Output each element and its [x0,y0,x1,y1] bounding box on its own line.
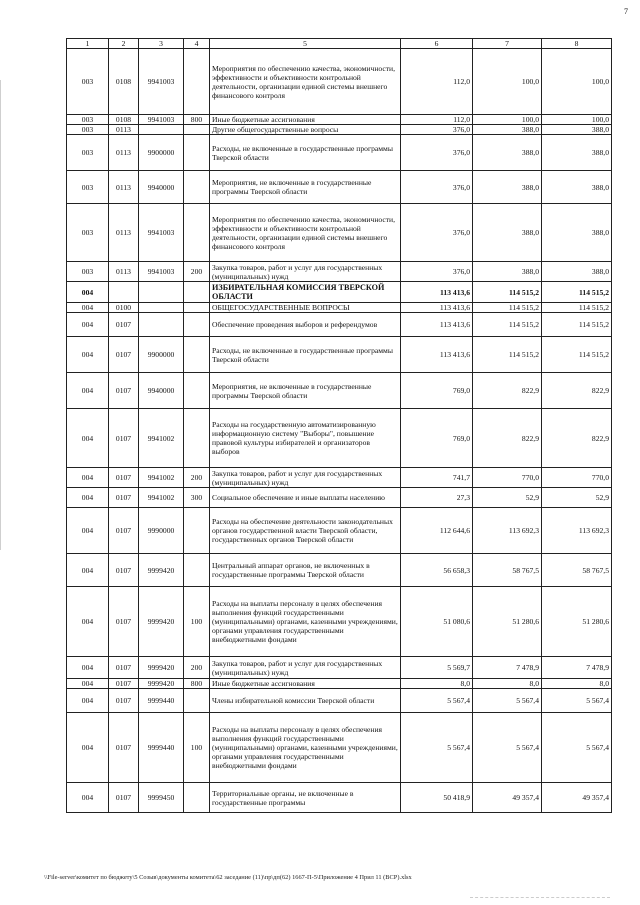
table-row [67,468,612,488]
amount-col8-cell: 388,0 [542,204,612,262]
amount-col6-cell: 741,7 [401,468,473,488]
table-row [67,303,612,313]
section-code-cell: 0107 [109,488,139,508]
description-cell: Расходы на выплаты персоналу в целях обеспечения выполнения функций государственными (муниципальными) органами, казенными учреждениями, органами управления государственными внебюджетными фондами [210,713,401,783]
amount-col6-cell: 376,0 [401,125,473,135]
amount-col8-cell: 114 515,2 [542,282,612,303]
target-code-cell [139,125,184,135]
description-cell: Иные бюджетные ассигнования [210,115,401,125]
amount-col7-cell: 5 567,4 [473,713,542,783]
section-code-cell: 0113 [109,204,139,262]
admin-code-cell: 004 [67,679,109,689]
target-code-cell: 9999440 [139,713,184,783]
amount-col6-cell: 113 413,6 [401,313,473,337]
amount-col6-cell: 769,0 [401,409,473,468]
amount-col8-cell: 5 567,4 [542,689,612,713]
section-code-cell: 0107 [109,313,139,337]
target-code-cell: 9940000 [139,171,184,204]
amount-col6-cell: 113 413,6 [401,303,473,313]
admin-code-cell: 004 [67,783,109,813]
admin-code-cell: 004 [67,337,109,373]
target-code-cell [139,313,184,337]
admin-code-cell: 004 [67,373,109,409]
section-code-cell: 0100 [109,303,139,313]
expense-type-cell [184,171,210,204]
expense-type-cell [184,409,210,468]
expense-type-cell [184,337,210,373]
target-code-cell: 9999420 [139,554,184,587]
target-code-cell: 9941002 [139,488,184,508]
admin-code-cell: 003 [67,135,109,171]
description-cell: Расходы, не включенные в государственные программы Тверской области [210,337,401,373]
target-code-cell: 9941003 [139,262,184,282]
table-header-row [67,39,612,49]
table-row [67,49,612,115]
section-code-cell: 0107 [109,587,139,657]
description-cell: Расходы, не включенные в государственные программы Тверской области [210,135,401,171]
amount-col6-cell: 113 413,6 [401,282,473,303]
description-cell: Мероприятия, не включенные в государственные программы Тверской области [210,373,401,409]
amount-col8-cell: 114 515,2 [542,337,612,373]
amount-col8-cell: 49 357,4 [542,783,612,813]
section-code-cell: 0107 [109,713,139,783]
amount-col7-cell: 52,9 [473,488,542,508]
expense-type-cell [184,135,210,171]
admin-code-cell: 004 [67,713,109,783]
amount-col6-cell: 5 569,7 [401,657,473,679]
amount-col6-cell: 376,0 [401,171,473,204]
section-code-cell [109,282,139,303]
admin-code-cell: 004 [67,554,109,587]
expense-type-cell [184,508,210,554]
expense-type-cell: 100 [184,713,210,783]
target-code-cell: 9941003 [139,49,184,115]
amount-col7-cell: 8,0 [473,679,542,689]
amount-col7-cell: 388,0 [473,135,542,171]
expense-type-cell [184,373,210,409]
amount-col7-cell: 822,9 [473,409,542,468]
admin-code-cell: 003 [67,115,109,125]
expense-type-cell [184,783,210,813]
expense-type-cell: 200 [184,262,210,282]
scan-edge-mark [0,80,5,550]
amount-col6-cell: 113 413,6 [401,337,473,373]
section-code-cell: 0107 [109,689,139,713]
amount-col8-cell: 100,0 [542,49,612,115]
amount-col6-cell: 56 658,3 [401,554,473,587]
target-code-cell: 9940000 [139,373,184,409]
description-cell: Обеспечение проведения выборов и референдумов [210,313,401,337]
target-code-cell: 9999420 [139,587,184,657]
bottom-rule [470,897,610,898]
target-code-cell: 9999440 [139,689,184,713]
amount-col6-cell: 112 644,6 [401,508,473,554]
description-cell: Другие общегосударственные вопросы [210,125,401,135]
section-code-cell: 0108 [109,115,139,125]
description-cell: Расходы на государственную автоматизированную информационную систему "Выборы", повышение правовой культуры избирателей и организаторов выборов [210,409,401,468]
description-cell: ОБЩЕГОСУДАРСТВЕННЫЕ ВОПРОСЫ [210,303,401,313]
description-cell: Закупка товаров, работ и услуг для государственных (муниципальных) нужд [210,657,401,679]
description-cell: Социальное обеспечение и иные выплаты населению [210,488,401,508]
amount-col7-cell: 114 515,2 [473,303,542,313]
amount-col8-cell: 770,0 [542,468,612,488]
description-cell: Иные бюджетные ассигнования [210,679,401,689]
amount-col6-cell: 769,0 [401,373,473,409]
amount-col8-cell: 388,0 [542,171,612,204]
table-row [67,337,612,373]
table-row [67,115,612,125]
description-cell: Члены избирательной комиссии Тверской области [210,689,401,713]
section-code-cell: 0108 [109,49,139,115]
table-row [67,282,612,303]
amount-col7-cell: 49 357,4 [473,783,542,813]
admin-code-cell: 004 [67,468,109,488]
expense-type-cell [184,125,210,135]
header-cell: 7 [473,39,542,49]
expense-type-cell [184,313,210,337]
admin-code-cell: 003 [67,204,109,262]
description-cell: Закупка товаров, работ и услуг для государственных (муниципальных) нужд [210,468,401,488]
expense-type-cell: 300 [184,488,210,508]
amount-col6-cell: 376,0 [401,135,473,171]
admin-code-cell: 004 [67,409,109,468]
amount-col7-cell: 114 515,2 [473,282,542,303]
amount-col8-cell: 388,0 [542,125,612,135]
admin-code-cell: 004 [67,313,109,337]
expense-type-cell: 200 [184,657,210,679]
amount-col6-cell: 112,0 [401,115,473,125]
table-row [67,409,612,468]
description-cell: Мероприятия, не включенные в государственные программы Тверской области [210,171,401,204]
section-code-cell: 0113 [109,125,139,135]
amount-col6-cell: 50 418,9 [401,783,473,813]
target-code-cell: 9941003 [139,204,184,262]
target-code-cell: 9999420 [139,657,184,679]
expense-type-cell [184,554,210,587]
target-code-cell: 9941003 [139,115,184,125]
admin-code-cell: 004 [67,488,109,508]
amount-col8-cell: 114 515,2 [542,313,612,337]
amount-col7-cell: 113 692,3 [473,508,542,554]
amount-col8-cell: 8,0 [542,679,612,689]
table-row [67,657,612,679]
target-code-cell: 9999420 [139,679,184,689]
table-row [67,587,612,657]
description-cell: Мероприятия по обеспечению качества, экономичности, эффективности и объективности контрольной деятельности, организации единой системы внешнего финансового контроля [210,204,401,262]
expense-type-cell [184,303,210,313]
description-cell: ИЗБИРАТЕЛЬНАЯ КОМИССИЯ ТВЕРСКОЙ ОБЛАСТИ [210,282,401,303]
amount-col7-cell: 100,0 [473,49,542,115]
amount-col8-cell: 114 515,2 [542,303,612,313]
section-code-cell: 0107 [109,468,139,488]
admin-code-cell: 003 [67,262,109,282]
amount-col7-cell: 5 567,4 [473,689,542,713]
file-path-footer: \\File-server\комитет по бюджету\5 Созыв\документы комитета\62 заседание (11)\пр\дп(62) 1667-П-5\Приложение 4 Прил 11 (ВСР).xlsx [44,874,412,881]
table-row [67,204,612,262]
amount-col6-cell: 376,0 [401,262,473,282]
expense-type-cell [184,282,210,303]
table-row [67,713,612,783]
amount-col7-cell: 114 515,2 [473,313,542,337]
target-code-cell: 9900000 [139,337,184,373]
amount-col7-cell: 58 767,5 [473,554,542,587]
section-code-cell: 0113 [109,171,139,204]
table-row [67,125,612,135]
header-cell: 6 [401,39,473,49]
header-cell: 8 [542,39,612,49]
admin-code-cell: 003 [67,171,109,204]
table-row [67,262,612,282]
section-code-cell: 0107 [109,409,139,468]
amount-col7-cell: 388,0 [473,204,542,262]
section-code-cell: 0107 [109,783,139,813]
admin-code-cell: 004 [67,303,109,313]
amount-col7-cell: 7 478,9 [473,657,542,679]
section-code-cell: 0113 [109,262,139,282]
amount-col7-cell: 822,9 [473,373,542,409]
section-code-cell: 0113 [109,135,139,171]
section-code-cell: 0107 [109,679,139,689]
header-cell: 2 [109,39,139,49]
amount-col6-cell: 5 567,4 [401,689,473,713]
table-row [67,373,612,409]
amount-col8-cell: 822,9 [542,409,612,468]
amount-col7-cell: 388,0 [473,262,542,282]
admin-code-cell: 003 [67,49,109,115]
budget-table [66,38,612,813]
admin-code-cell: 004 [67,657,109,679]
admin-code-cell: 004 [67,282,109,303]
amount-col8-cell: 7 478,9 [542,657,612,679]
section-code-cell: 0107 [109,508,139,554]
amount-col7-cell: 51 280,6 [473,587,542,657]
table-row [67,135,612,171]
amount-col8-cell: 388,0 [542,135,612,171]
expense-type-cell: 100 [184,587,210,657]
amount-col8-cell: 388,0 [542,262,612,282]
description-cell: Расходы на выплаты персоналу в целях обеспечения выполнения функций государственными (муниципальными) органами, казенными учреждениями, органами управления государственными внебюджетными фондами [210,587,401,657]
target-code-cell: 9900000 [139,135,184,171]
header-cell: 1 [67,39,109,49]
amount-col8-cell: 100,0 [542,115,612,125]
admin-code-cell: 004 [67,689,109,713]
header-cell: 3 [139,39,184,49]
target-code-cell: 9990000 [139,508,184,554]
section-code-cell: 0107 [109,373,139,409]
amount-col7-cell: 388,0 [473,171,542,204]
section-code-cell: 0107 [109,657,139,679]
amount-col7-cell: 388,0 [473,125,542,135]
amount-col6-cell: 27,3 [401,488,473,508]
table-row [67,689,612,713]
expense-type-cell: 800 [184,115,210,125]
expense-type-cell [184,204,210,262]
table-row [67,554,612,587]
target-code-cell: 9941002 [139,409,184,468]
table-row [67,488,612,508]
expense-type-cell: 800 [184,679,210,689]
expense-type-cell [184,49,210,115]
amount-col6-cell: 5 567,4 [401,713,473,783]
page-number: 7 [624,7,628,16]
amount-col8-cell: 52,9 [542,488,612,508]
table-row [67,313,612,337]
description-cell: Расходы на обеспечение деятельности законодательных органов государственной власти Тверской области, государственных органов Тверской области [210,508,401,554]
description-cell: Закупка товаров, работ и услуг для государственных (муниципальных) нужд [210,262,401,282]
amount-col8-cell: 113 692,3 [542,508,612,554]
amount-col6-cell: 376,0 [401,204,473,262]
header-cell: 5 [210,39,401,49]
admin-code-cell: 004 [67,587,109,657]
table-row [67,171,612,204]
amount-col7-cell: 100,0 [473,115,542,125]
target-code-cell [139,303,184,313]
amount-col7-cell: 114 515,2 [473,337,542,373]
amount-col7-cell: 770,0 [473,468,542,488]
target-code-cell: 9941002 [139,468,184,488]
table-row [67,508,612,554]
amount-col6-cell: 112,0 [401,49,473,115]
amount-col8-cell: 51 280,6 [542,587,612,657]
section-code-cell: 0107 [109,554,139,587]
description-cell: Центральный аппарат органов, не включенных в государственные программы Тверской области [210,554,401,587]
amount-col8-cell: 58 767,5 [542,554,612,587]
target-code-cell [139,282,184,303]
amount-col6-cell: 8,0 [401,679,473,689]
table-row [67,679,612,689]
description-cell: Мероприятия по обеспечению качества, экономичности, эффективности и объективности контрольной деятельности, организации единой системы внешнего финансового контроля [210,49,401,115]
table-row [67,783,612,813]
expense-type-cell [184,689,210,713]
amount-col8-cell: 822,9 [542,373,612,409]
header-cell: 4 [184,39,210,49]
admin-code-cell: 003 [67,125,109,135]
target-code-cell: 9999450 [139,783,184,813]
description-cell: Территориальные органы, не включенные в государственные программы [210,783,401,813]
amount-col8-cell: 5 567,4 [542,713,612,783]
amount-col6-cell: 51 080,6 [401,587,473,657]
section-code-cell: 0107 [109,337,139,373]
expense-type-cell: 200 [184,468,210,488]
admin-code-cell: 004 [67,508,109,554]
